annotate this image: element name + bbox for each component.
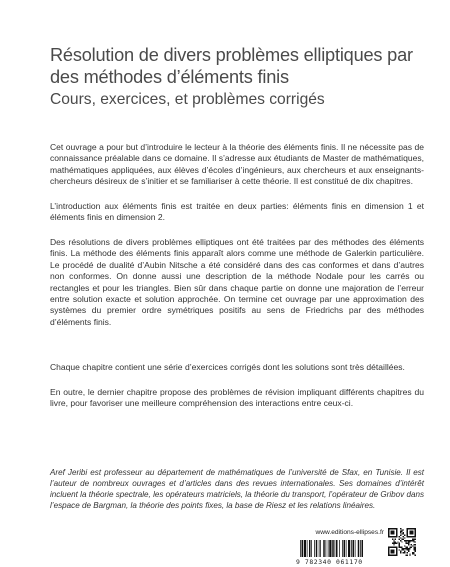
description-paragraph: Chaque chapitre contient une série d’exercices corrigés dont les solutions sont très détaillées.: [50, 362, 405, 372]
footer: [0, 518, 450, 567]
qr-code-icon: [388, 528, 416, 556]
description-paragraph: L’introduction aux éléments finis est traitée en deux parties: éléments finis en dimension 1 et éléments finis en dimension 2.: [50, 201, 424, 223]
description-paragraph: Cet ouvrage a pour but d’introduire le lecteur à la théorie des éléments finis. Il ne nécessite pas de connaissance préalable dans ce domaine. Il s’adresse aux étudiants de Master de mathématiques, mathématiques appliquées, aux élèves d’écoles d’ingénieurs, aux chercheurs et aux enseignants-chercheurs désireux de s’initier et se familiariser à cette théorie. Il est constitué de dix chapitres.: [50, 142, 424, 187]
author-bio: Aref Jeribi est professeur au département de mathématiques de l’université de Sfax, en Tunisie. Il est l’auteur de nombreux ouvrages et d’articles dans des revues internationales. Ses domaines d’intérêt incluent la théorie spectrale, les opérateurs matriciels, la théorie du transport, l’opérateur de Gribov dans l’espace de Bargman, la théorie des points fixes, la base de Riesz et les relations linéaires.: [50, 468, 424, 510]
description-paragraph: En outre, le dernier chapitre propose des problèmes de révision impliquant différents chapitres du livre, pour favoriser une meilleure compréhension des interactions entre ceux-ci.: [50, 387, 424, 409]
barcode-icon: [300, 540, 384, 557]
description-paragraph: Des résolutions de divers problèmes elliptiques ont été traitées par des méthodes des éléments finis. La méthode des éléments finis apparaît alors comme une méthode de Galerkin particulière. Le procédé de dualité d’Aubin Nitsche a été considéré dans des cas conformes et dans d’autres non conformes. On donne aussi une description de la méthode Nodale pour les carrés ou rectangles et pour les triangles. Bien sûr dans chaque partie on donne une majoration de l’erreur entre solution exacte et solution approchée. On termine cet ouvrage par une approximation des systèmes du premier ordre symétriques positifs au sens de Friedrichs par des méthodes d’éléments finis.: [50, 237, 424, 327]
publisher-website[interactable]: www.editions-ellipses.fr: [315, 529, 384, 536]
book-subtitle: Cours, exercices, et problèmes corrigés: [50, 91, 325, 108]
isbn-number: 9 782340 061170: [296, 558, 363, 566]
book-title: Résolution de divers problèmes elliptiques par des méthodes d’éléments finis: [50, 45, 413, 87]
